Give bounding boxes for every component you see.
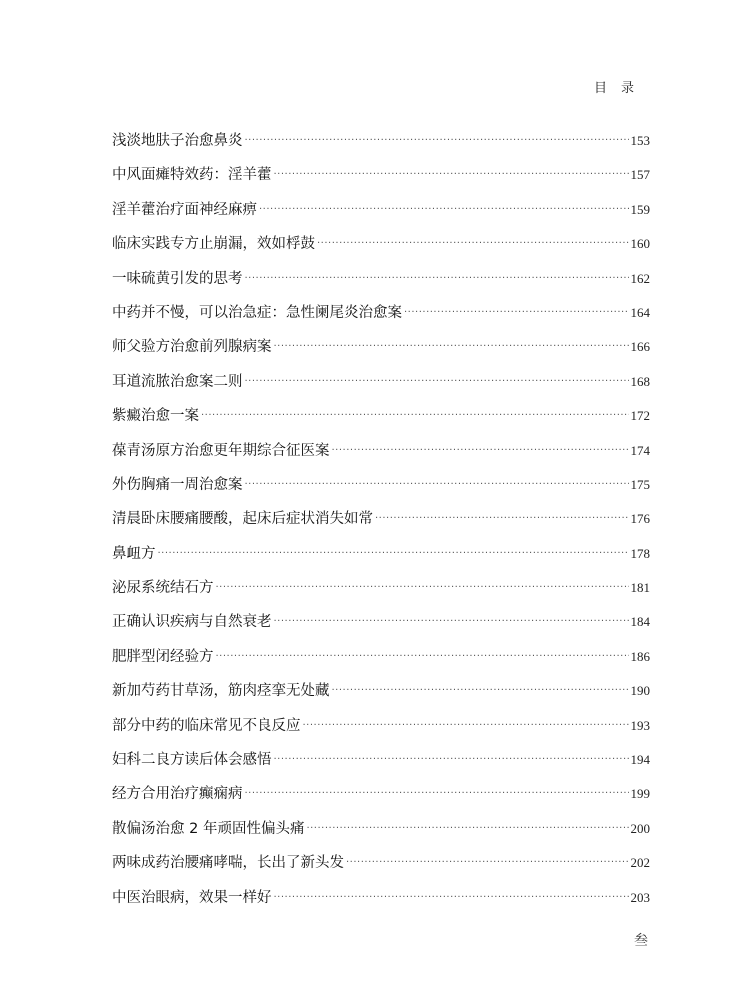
toc-entry-title: 清晨卧床腰痛腰酸，起床后症状消失如常	[112, 511, 373, 528]
toc-entry[interactable]	[112, 468, 650, 502]
toc-entry-title: 中药并不慢，可以治急症：急性阑尾炎治愈案	[112, 304, 402, 321]
dot-leader	[216, 640, 629, 674]
toc-entry[interactable]	[112, 365, 650, 399]
toc-entry-title: 葆青汤原方治愈更年期综合征医案	[112, 442, 330, 459]
toc-entry-title: 新加芍药甘草汤，筋肉痉挛无处藏	[112, 683, 330, 700]
toc-entry[interactable]	[112, 124, 650, 158]
dot-leader	[245, 777, 629, 811]
toc-entry-page-number: 178	[630, 545, 650, 561]
toc-entry-page-number: 153	[630, 133, 650, 148]
toc-entry-page-number: 175	[630, 476, 650, 492]
toc-entry-title: 师父验方治愈前列腺病案	[112, 339, 272, 356]
dot-leader	[404, 296, 629, 330]
toc-entry-page-number: 166	[630, 339, 650, 355]
toc-entry-title: 两味成药治腰痛哮喘，长出了新头发	[112, 855, 344, 872]
toc-entry[interactable]	[112, 881, 650, 915]
toc-entry-page-number: 181	[630, 580, 650, 596]
dot-leader	[245, 468, 629, 502]
toc-entry-title: 鼻衄方	[112, 545, 156, 562]
toc-entry-title: 泌尿系统结石方	[112, 580, 214, 597]
toc-entry[interactable]	[112, 571, 650, 605]
dot-leader	[274, 881, 629, 915]
toc-entry-page-number: 157	[630, 167, 650, 183]
dot-leader	[346, 846, 629, 880]
toc-entry[interactable]	[112, 709, 650, 743]
toc-entry-page-number: 203	[630, 889, 650, 905]
toc-entry[interactable]	[112, 812, 650, 846]
toc-entry[interactable]	[112, 434, 650, 468]
toc-entry-title: 一味硫黄引发的思考	[112, 270, 243, 287]
toc-entry-page-number: 162	[630, 270, 650, 286]
dot-leader	[303, 709, 629, 743]
toc-entry-page-number: 172	[630, 408, 650, 424]
toc-entry-title: 正确认识疾病与自然衰老	[112, 614, 272, 631]
toc-entry-page-number: 184	[630, 614, 650, 630]
toc-entry[interactable]	[112, 846, 650, 880]
toc-entry-title: 耳道流脓治愈案二则	[112, 373, 243, 390]
toc-entry[interactable]	[112, 537, 650, 571]
toc-entry[interactable]	[112, 777, 650, 811]
toc-entry-page-number: 176	[630, 511, 650, 527]
toc-entry-title: 部分中药的临床常见不良反应	[112, 717, 301, 734]
toc-entry-page-number: 199	[630, 786, 650, 802]
toc-entry[interactable]	[112, 399, 650, 433]
dot-leader	[375, 502, 629, 536]
toc-entry-page-number: 159	[630, 201, 650, 217]
dot-leader	[274, 330, 629, 364]
dot-leader	[306, 812, 628, 846]
toc-entry-page-number: 174	[630, 442, 650, 458]
running-header: 目录	[593, 81, 648, 96]
toc-entry[interactable]	[112, 674, 650, 708]
dot-leader	[274, 158, 629, 192]
dot-leader	[274, 605, 629, 639]
toc-entry-title: 浅淡地肤子治愈鼻炎	[112, 133, 243, 149]
toc-entry-title: 妇科二良方读后体会感悟	[112, 752, 272, 769]
toc-entry[interactable]	[112, 227, 650, 261]
dot-leader	[245, 124, 629, 158]
toc-entry-title: 淫羊藿治疗面神经麻痹	[112, 201, 257, 218]
toc-entry[interactable]	[112, 640, 650, 674]
dot-leader	[332, 434, 629, 468]
toc-entry[interactable]	[112, 193, 650, 227]
toc-entry[interactable]	[112, 502, 650, 536]
toc-entry-page-number: 190	[630, 683, 650, 699]
toc-entry-page-number: 164	[630, 304, 650, 320]
dot-leader	[332, 674, 629, 708]
toc-entry[interactable]	[112, 743, 650, 777]
toc-entry-page-number: 194	[630, 752, 650, 768]
toc-entry-page-number: 160	[630, 236, 650, 252]
toc-entry[interactable]	[112, 158, 650, 192]
toc-entry[interactable]	[112, 262, 650, 296]
toc-entry-title: 经方合用治疗癫痫病	[112, 786, 243, 803]
toc-entry[interactable]	[112, 296, 650, 330]
toc-entry-title: 中医治眼病，效果一样好	[112, 889, 272, 906]
dot-leader	[216, 571, 629, 605]
toc-entry[interactable]	[112, 605, 650, 639]
toc-entry-title: 中风面瘫特效药：淫羊藿	[112, 167, 272, 184]
toc-entry[interactable]	[112, 330, 650, 364]
dot-leader	[274, 743, 629, 777]
page-number: 叁	[634, 933, 648, 949]
toc-entry-page-number: 193	[630, 717, 650, 733]
toc-entry-page-number: 202	[630, 855, 650, 871]
dot-leader	[245, 365, 629, 399]
dot-leader	[201, 399, 629, 433]
dot-leader	[158, 537, 629, 571]
toc-entry-title: 紫癜治愈一案	[112, 408, 199, 425]
toc-entry-title: 散偏汤治愈 2 年顽固性偏头痛	[112, 820, 305, 837]
toc-entry-title: 肥胖型闭经验方	[112, 648, 214, 665]
toc-entry-page-number: 200	[630, 820, 650, 836]
table-of-contents	[112, 124, 650, 915]
toc-entry-title: 临床实践专方止崩漏，效如桴鼓	[112, 236, 315, 253]
toc-entry-title: 外伤胸痛一周治愈案	[112, 476, 243, 493]
dot-leader	[245, 262, 629, 296]
toc-entry-page-number: 168	[630, 373, 650, 389]
dot-leader	[259, 193, 629, 227]
toc-entry-page-number: 186	[630, 648, 650, 664]
dot-leader	[317, 227, 629, 261]
